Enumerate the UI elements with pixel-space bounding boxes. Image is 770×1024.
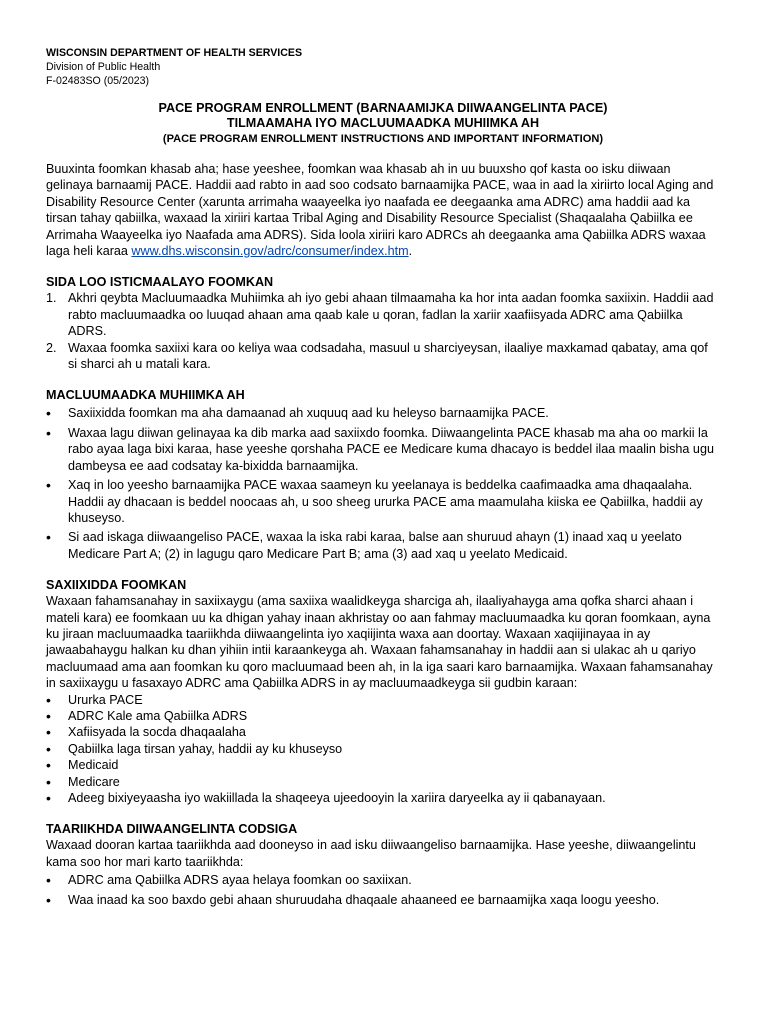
- title-line-3: (PACE PROGRAM ENROLLMENT INSTRUCTIONS AND IMPORTANT INFORMATION): [162, 133, 604, 145]
- bullet-icon: •: [46, 477, 51, 494]
- intro-text: Buuxinta foomkan khasab aha; hase yeeshee, foomkan waa khasab ah in uu buuxsho qof kasta oo isku diiwaan gelinaya barnaamij PACE. Haddii aad rabto in aad soo codsato barnaamijka PACE, waa in aad la xiriirto local Aging and Disability Resource Center (xarunta arrimaha waayeelka iyo naafada ee deegaanka ama ADRC) ama haddii aad ka tirsan tahay qabiilka, waxaad la xiriiri kartaa Tribal Aging and Disability Resource Specialist (Shaqaalaha Qabiilka ee Arrimaha Waayeelka iyo Naafada ama ADRS). Sida loola xiriiri karo ADRCs ah deegaanka ama Qabiilka ADRS waxaa laga heli karaa: [46, 162, 714, 259]
- list-marker: 2.: [46, 340, 57, 355]
- section-important-info: [46, 387, 720, 562]
- form-header: [46, 46, 720, 88]
- section-heading: SIDA LOO ISTICMAALAYO FOOMKAN: [46, 275, 274, 290]
- list-item: [46, 708, 720, 724]
- list-item-text: Medicare: [68, 774, 120, 789]
- bullet-icon: •: [46, 757, 51, 774]
- list-item-text: Waxaa lagu diiwan gelinayaa ka dib marka aad saxiixdo foomka. Diiwaangelinta PACE khasab ma aha oo markii la rabo ayaa laga bixi karaa, hase yeeshe qorshaha PACE ee Medicare kuma dhacayo is beddel ilaa maalin bisha ugu dambeysa ee aad codsatay ka-bixidda barnaamijka.: [68, 425, 714, 473]
- bullet-icon: •: [46, 724, 51, 741]
- list-item: [46, 290, 720, 339]
- section-how-to-use: [46, 274, 720, 372]
- bullet-icon: •: [46, 424, 51, 441]
- bullet-icon: •: [46, 405, 51, 422]
- bullet-icon: •: [46, 529, 51, 546]
- document-title-block: [46, 101, 720, 147]
- list-item-text: Adeeg bixiyeyaasha iyo wakiillada la shaqeeya ujeedooyin la xariira daryeelka ay ii qabanayaan.: [68, 791, 606, 805]
- bullet-icon: •: [46, 891, 51, 908]
- title-line-2: TILMAAMAHA IYO MACLUUMAADKA MUHIIMKA AH: [226, 116, 540, 130]
- form-number: F-02483SO (05/2023): [46, 75, 150, 87]
- list-item: [46, 477, 720, 526]
- list-item: [46, 340, 720, 373]
- list-item: [46, 872, 720, 888]
- list-item-text: Medicaid: [68, 758, 119, 773]
- list-item: [46, 529, 720, 562]
- bullet-icon: •: [46, 691, 51, 708]
- bullet-list: [46, 405, 720, 562]
- list-item-text: Si aad iskaga diiwaangeliso PACE, waxaa la iska rabi karaa, balse aan shuruud ahayn (1) inaad xaq u yeelato Medicare Part A; (2) in lagugu qaro Medicare Part B; ama (3) aad xaq u yeelato Medicaid.: [68, 530, 682, 561]
- section-heading: TAARIIKHDA DIIWAANGELINTA CODSIGA: [46, 822, 298, 837]
- list-marker: 1.: [46, 291, 57, 306]
- numbered-list: [46, 290, 720, 372]
- list-item-text: Xaq in loo yeesho barnaamijka PACE waxaa saameyn ku yeelanaya is beddelka caafimaadka ama dhaqaalaha. Haddii ay dhacaan is beddel noocaas ah, u soo sheeg ururka PACE ama maamulaha kiiska ee Qabiilka, haddii ay khuseyso.: [68, 478, 703, 525]
- signing-paragraph: Waxaan fahamsanahay in saxiixaygu (ama saxiixa waalidkeyga sharciga ah, ilaaliyahayga ama qofka sharci ahaan i mateli kara) ee foomkaan uu ka dhigan yahay inaan akhristay oo aan fahmay macluumaadka ku qoran foomkaan, ayna ku jiraan macluumaadka taariikhda diiwaangelinta iyo xaqiijinta waxa aan doortay. Waxaan xaqiijinayaa in ay jawaabahaygu halkan ku dhan yihiin intii karaankeyga ah. Waxaan fahamsanahay in haddii aan si ulakac ah u qariyo macluumaad ama aan foomkan ku qoro macluumaad been ah, in la iga saari karo barnaamijka. Waxaan fahamsanahay in saxiixaygu u fasaxayo ADRC ama Qabiilka ADRS in ay macluumaadkeyga sii gudbin karaan:: [46, 594, 713, 691]
- bullet-list: [46, 872, 720, 908]
- list-item: [46, 405, 720, 421]
- list-item: [46, 741, 720, 757]
- list-item-text: Waxaa foomka saxiixi kara oo keliya waa codsadaha, masuul u sharciyeysan, ilaaliye maxkamad qabatay, ama qof si sharci ah u matali kara.: [68, 340, 708, 372]
- list-item-text: ADRC ama Qabiilka ADRS ayaa helaya foomkan oo saxiixan.: [68, 873, 412, 888]
- bullet-icon: •: [46, 773, 51, 790]
- title-line-1: PACE PROGRAM ENROLLMENT (BARNAAMIJKA DIIWAANGELINTA PACE): [158, 101, 608, 115]
- list-item-text: Qabiilka laga tirsan yahay, haddii ay ku khuseyso: [68, 741, 343, 756]
- list-item-text: Waa inaad ka soo baxdo gebi ahaan shuruudaha dhaqaale ahaaneed ee barnaamijka xaqa loogu yeesho.: [68, 892, 660, 907]
- list-item: [46, 425, 720, 474]
- agency-name: WISCONSIN DEPARTMENT OF HEALTH SERVICES: [46, 47, 303, 59]
- list-item: [46, 774, 720, 790]
- list-item-text: Saxiixidda foomkan ma aha damaanad ah xuquuq aad ku heleyso barnaamijka PACE.: [68, 406, 549, 421]
- section-heading: MACLUUMAADKA MUHIIMKA AH: [46, 388, 245, 403]
- section-heading: SAXIIXIDDA FOOMKAN: [46, 578, 187, 593]
- bullet-icon: •: [46, 707, 51, 724]
- bullet-icon: •: [46, 872, 51, 889]
- intro-paragraph: [46, 161, 720, 259]
- intro-end: .: [408, 244, 413, 259]
- list-item: [46, 724, 720, 740]
- bullet-list: [46, 692, 720, 807]
- list-item-text: Ururka PACE: [68, 692, 143, 707]
- list-item: [46, 692, 720, 708]
- adrc-link[interactable]: www.dhs.wisconsin.gov/adrc/consumer/index.htm: [131, 244, 409, 259]
- list-item-text: Xafiisyada la socda dhaqaalaha: [68, 725, 246, 740]
- division-name: Division of Public Health: [46, 61, 161, 73]
- bullet-icon: •: [46, 740, 51, 757]
- list-item: [46, 757, 720, 773]
- list-item: [46, 892, 720, 908]
- list-item-text: ADRC Kale ama Qabiilka ADRS: [68, 708, 248, 723]
- section-request-date: [46, 821, 720, 908]
- bullet-icon: •: [46, 790, 51, 806]
- list-item-text: Akhri qeybta Macluumaadka Muhiimka ah iyo gebi ahaan tilmaamaha ka hor inta aadan foomka saxiixin. Haddii aad rabto macluumaadka oo luuqad ahaan ama qaab kale u qoran, fadlan la xariir xaafiisyada ADRC ama Qabiilka ADRS.: [68, 291, 714, 339]
- list-item: [46, 790, 720, 806]
- request-date-paragraph: Waxaad dooran kartaa taariikhda aad dooneyso in aad isku diiwaangeliso barnaamijka. Hase yeeshe, diiwaangelintu kama soo hor mari karto taariikhda:: [46, 838, 696, 869]
- section-signing: [46, 577, 720, 806]
